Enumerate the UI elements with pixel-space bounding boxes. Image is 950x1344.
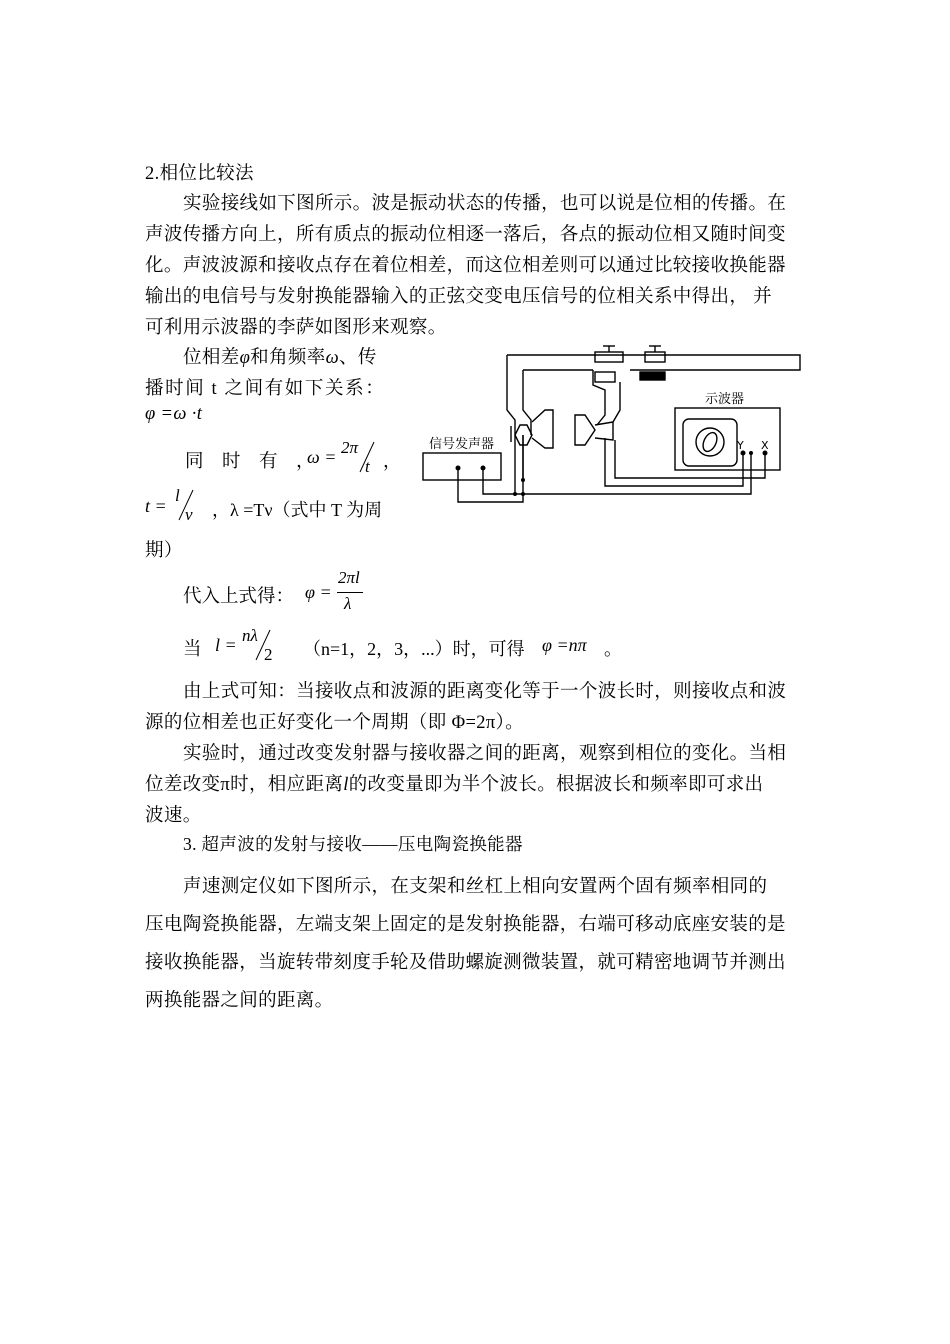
paragraph-line: 播时间 t 之间有如下关系： (145, 379, 386, 399)
fraction-denominator: λ (344, 594, 352, 613)
oscilloscope-screen (683, 419, 737, 466)
knob-right (645, 352, 665, 362)
substitution-text: 代入上式得： (183, 587, 295, 607)
lambda-equation: ，λ =Tν（式中 T 为周 (212, 500, 383, 520)
omega-equation: ω = (307, 447, 337, 467)
signal-gen-terminal (481, 466, 486, 471)
paragraph-line: 位差改变π时，相应距离l的改变量即为半个波长。根据波长和频率即可求出 (145, 775, 764, 795)
section-heading: 2.相位比较法 (145, 164, 254, 184)
signal-generator-label: 信号发声器 (429, 437, 495, 452)
paragraph-line: 实验时，通过改变发射器与接收器之间的距离，观察到相位的变化。当相 (183, 744, 787, 764)
phase-relation-line: 位相差φ和角频率ω、传 (183, 348, 377, 368)
fraction-numerator: nλ (242, 626, 258, 645)
condition-text: （n=1，2，3，...）时，可得 (303, 639, 525, 659)
paragraph-line: 声波传播方向上，所有质点的振动位相逐一落后，各点的振动位相又随时间变 (145, 225, 786, 245)
paragraph-line: 压电陶瓷换能器，左端支架上固定的是发射换能器，右端可移动底座安装的是 (145, 915, 786, 935)
paragraph-line: 声速测定仪如下图所示，在支架和丝杠上相向安置两个固有频率相同的 (183, 877, 768, 897)
transmitter-horn (532, 410, 553, 448)
l-symbol: l (343, 775, 349, 795)
when-text: 当 (183, 640, 202, 660)
fraction-numerator: 2π (341, 438, 359, 457)
lissajous-figure (696, 428, 724, 456)
section-heading: 3. 超声波的发射与接收——压电陶瓷换能器 (183, 834, 523, 854)
l-equation: l = (215, 635, 237, 655)
x-terminal-label: X (761, 439, 769, 452)
equation-phase: φ =ω ·t (145, 404, 203, 424)
paragraph-line: 由上式可知：当接收点和波源的距离变化等于一个波长时，则接收点和波 (183, 682, 787, 702)
paragraph-line: 两换能器之间的距离。 (145, 991, 334, 1011)
fraction-denominator: 2 (264, 645, 273, 664)
paragraph-line: 波速。 (145, 806, 202, 826)
phi-symbol: φ (239, 348, 251, 368)
paragraph-line: 输出的电信号与发射换能器输入的正弦交变电压信号的位相关系中得出， 并 (145, 287, 773, 307)
fraction-bar (337, 592, 363, 593)
omega-symbol: ω (325, 348, 339, 368)
paragraph-line: 接收换能器，当旋转带刻度手轮及借助螺旋测微装置，就可精密地调节并测出 (145, 953, 786, 973)
signal-generator-box (423, 453, 501, 480)
period: 。 (604, 639, 622, 659)
left-support (507, 355, 515, 435)
result-equation: φ =nπ (542, 635, 587, 655)
oscilloscope-label: 示波器 (705, 392, 745, 407)
phi-equation: φ = (305, 582, 332, 602)
fraction-denominator: t (365, 457, 370, 476)
receiver-horn (575, 415, 595, 445)
paragraph-line: 可利用示波器的李萨如图形来观察。 (145, 318, 447, 338)
knob-left (595, 352, 623, 362)
fraction-denominator: v (185, 505, 193, 524)
receiver (595, 422, 613, 440)
same-time-text: 同 时 有 ， (185, 452, 315, 472)
paragraph-line: 源的位相差也正好变化一个周期（即 Φ=2π）。 (145, 713, 524, 733)
paragraph-line: 化。声波波源和接收点存在着位相差，而这位相差则可以通过比较接收换能器 (145, 256, 786, 276)
fraction-numerator: l (175, 486, 180, 505)
comma: ， (383, 451, 401, 471)
t-equation: t = (145, 496, 167, 516)
y-terminal-label: Y (737, 439, 744, 452)
wiring-diagram (415, 340, 815, 510)
fraction-numerator: 2πl (338, 568, 360, 587)
signal-gen-terminal (456, 466, 461, 471)
paragraph-line: 实验接线如下图所示。波是振动状态的传播，也可以说是位相的传播。在 (183, 194, 787, 214)
paragraph-line: 期） (145, 541, 183, 561)
